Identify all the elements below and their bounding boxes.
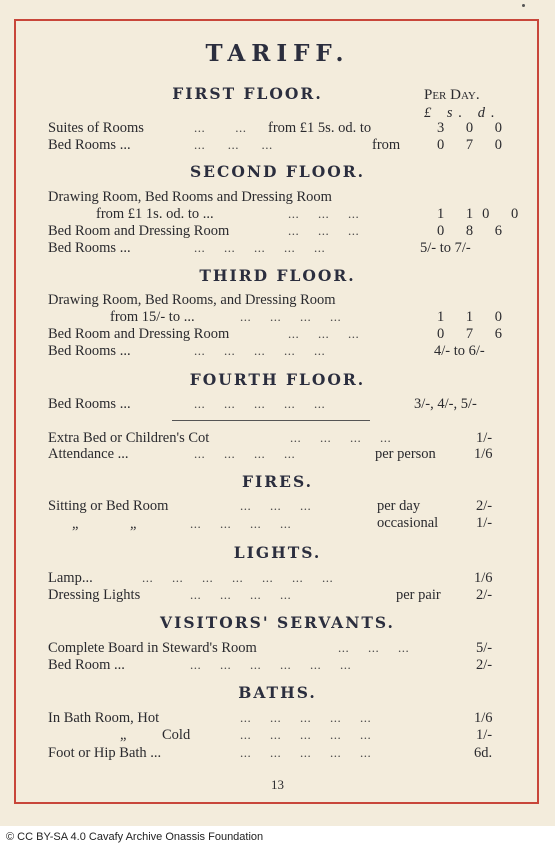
fires-occasional-unit: occasional xyxy=(377,515,439,531)
first-suites-label: Suites of Rooms xyxy=(48,120,144,136)
heading-third-floor: THIRD FLOOR. xyxy=(199,266,356,285)
servants-bed-price: 2/- xyxy=(476,657,493,673)
leader-dots: ... ... ... ... xyxy=(190,516,292,531)
leader-dots: ... ... ... ... ... ... ... xyxy=(142,570,334,585)
second-dressing-label: Bed Room and Dressing Room xyxy=(48,223,230,239)
third-drawing-price: 1 1 0 xyxy=(437,309,511,325)
heading-visitors-servants: VISITORS' SERVANTS. xyxy=(160,613,395,632)
section-divider xyxy=(172,420,370,421)
servants-board-price: 5/- xyxy=(476,640,493,656)
corner-mark xyxy=(522,4,525,7)
fourth-bed-label: Bed Rooms ... xyxy=(48,396,131,412)
heading-second-floor: SECOND FLOOR. xyxy=(189,162,366,181)
fires-ditto-marks: „ „ xyxy=(72,516,137,532)
first-bed-label: Bed Rooms ... xyxy=(48,137,131,153)
bath-cold-price: 1/- xyxy=(476,727,493,743)
bath-cold-label: Cold xyxy=(162,727,191,743)
fires-occasional-price: 1/- xyxy=(476,515,493,531)
servants-board-label: Complete Board in Steward's Room xyxy=(48,640,257,656)
heading-lights: LIGHTS. xyxy=(233,543,322,562)
leader-dots: ... ... ... xyxy=(288,326,360,341)
leader-dots: ... ... ... ... xyxy=(194,446,296,461)
bath-ditto-mark: „ xyxy=(120,727,127,743)
attendance-label: Attendance ... xyxy=(48,446,129,462)
fires-sitting-label: Sitting or Bed Room xyxy=(48,498,169,514)
first-suites-from: from £1 5s. od. to xyxy=(268,120,372,136)
leader-dots: ... ... ... ... ... ... xyxy=(190,657,352,672)
extra-cot-label: Extra Bed or Children's Cot xyxy=(48,430,210,446)
leader-dots: ... ... ... xyxy=(240,498,312,513)
third-bed-label: Bed Rooms ... xyxy=(48,343,131,359)
second-drawing-label: Drawing Room, Bed Rooms and Dressing Room xyxy=(48,189,332,205)
leader-dots: ... ... xyxy=(194,120,247,135)
leader-dots: ... ... ... ... xyxy=(290,430,392,445)
page-number: 13 xyxy=(271,777,284,792)
dressing-lights-label: Dressing Lights xyxy=(48,587,141,603)
page-title: TARIFF. xyxy=(205,40,350,67)
leader-dots: ... ... ... ... ... xyxy=(240,727,372,742)
heading-fires: FIRES. xyxy=(242,472,313,491)
leader-dots: ... ... ... xyxy=(288,206,360,221)
heading-fourth-floor: FOURTH FLOOR. xyxy=(189,370,366,389)
leader-dots: ... ... ... ... xyxy=(190,587,292,602)
first-bed-from: from xyxy=(372,137,401,153)
attendance-price: 1/6 xyxy=(474,446,493,462)
bath-hot-label: In Bath Room, Hot xyxy=(48,710,160,726)
fourth-bed-price: 3/-, 4/-, 5/- xyxy=(414,396,477,412)
lamp-price: 1/6 xyxy=(474,570,493,586)
leader-dots: ... ... ... ... ... xyxy=(194,240,326,255)
second-bed-label: Bed Rooms ... xyxy=(48,240,131,256)
third-bed-price: 4/- to 6/- xyxy=(434,343,485,359)
leader-dots: ... ... ... ... xyxy=(240,309,342,324)
leader-dots: ... ... ... ... ... xyxy=(194,343,326,358)
dressing-lights-unit: per pair xyxy=(396,587,441,603)
bath-foot-label: Foot or Hip Bath ... xyxy=(48,745,162,761)
leader-dots: ... ... ... ... ... xyxy=(194,396,326,411)
third-drawing-label: Drawing Room, Bed Rooms, and Dressing Room xyxy=(48,292,336,308)
heading-first-floor: FIRST FLOOR. xyxy=(172,84,323,103)
second-drawing-from: from £1 1s. od. to ... xyxy=(96,206,214,222)
bath-foot-price: 6d. xyxy=(474,745,493,761)
dressing-lights-price: 2/- xyxy=(476,587,493,603)
credit-line: © CC BY-SA 4.0 Cavafy Archive Onassis Foundation xyxy=(0,826,555,849)
third-dressing-label: Bed Room and Dressing Room xyxy=(48,326,230,342)
bath-hot-price: 1/6 xyxy=(474,710,493,726)
extra-cot-price: 1/- xyxy=(476,430,493,446)
third-dressing-price: 0 7 6 xyxy=(437,326,511,342)
second-bed-price: 5/- to 7/- xyxy=(420,240,471,256)
second-dressing-price: 0 8 6 xyxy=(437,223,511,239)
attendance-unit: per person xyxy=(375,446,436,462)
first-bed-price: 0 7 0 xyxy=(437,137,511,153)
leader-dots: ... ... ... xyxy=(338,640,410,655)
fires-sitting-unit: per day xyxy=(377,498,421,514)
currency-header: £ s. d. xyxy=(424,105,501,121)
second-drawing-price: 1 10 0 xyxy=(437,206,528,222)
first-suites-price: 3 0 0 xyxy=(437,120,511,136)
per-day-header: Per Day. xyxy=(424,87,480,103)
leader-dots: ... ... ... xyxy=(288,223,360,238)
leader-dots: ... ... ... ... ... xyxy=(240,745,372,760)
third-drawing-from: from 15/- to ... xyxy=(110,309,195,325)
heading-baths: BATHS. xyxy=(238,683,317,702)
lamp-label: Lamp... xyxy=(48,570,93,586)
leader-dots: ... ... ... ... ... xyxy=(240,710,372,725)
fires-sitting-price: 2/- xyxy=(476,498,493,514)
servants-bed-label: Bed Room ... xyxy=(48,657,125,673)
leader-dots: ... ... ... xyxy=(194,137,273,152)
